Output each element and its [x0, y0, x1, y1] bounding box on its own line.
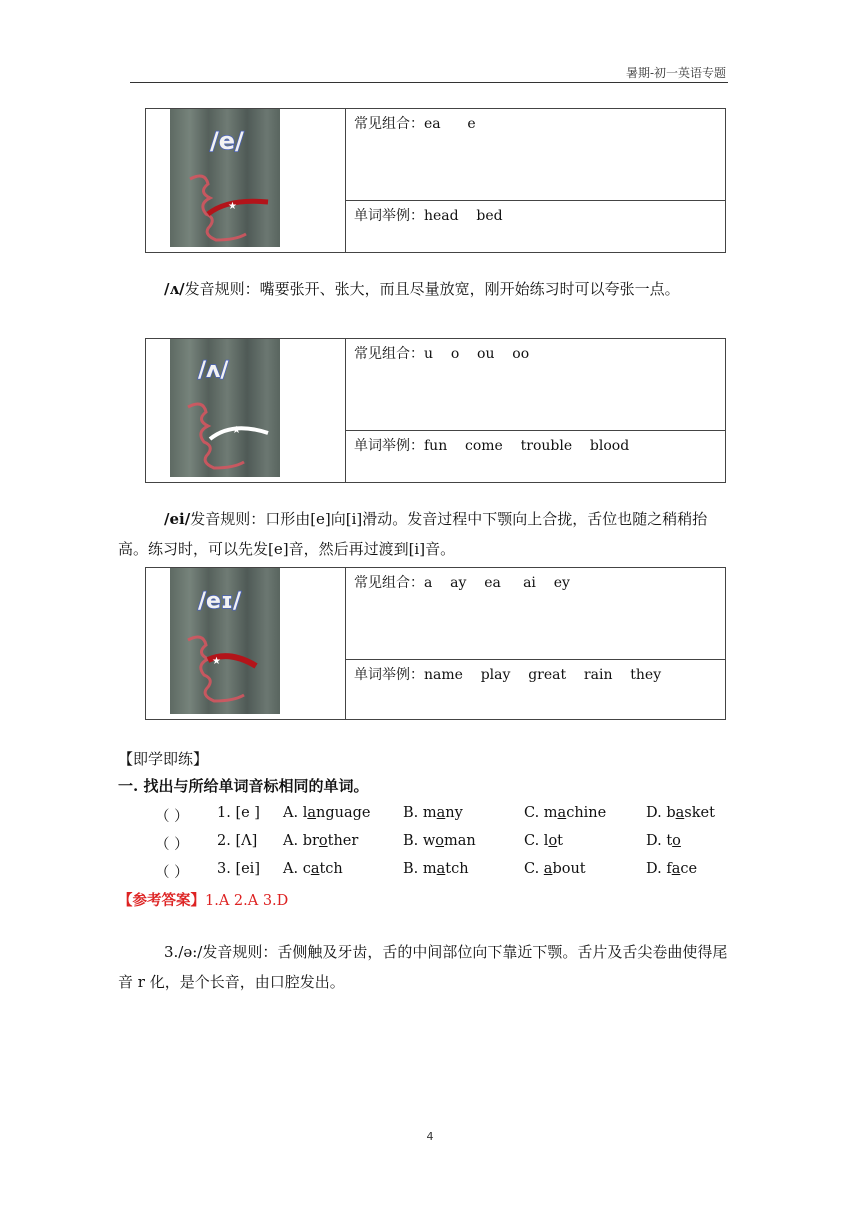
question-row	[155, 805, 735, 829]
combos-label: 常见组合：	[354, 116, 424, 132]
question-number: 3. [ei]	[217, 861, 260, 877]
svg-text:★: ★	[232, 425, 241, 436]
answer-blank: （ ）	[155, 809, 189, 825]
words-value: head bed	[424, 208, 503, 224]
rule-paragraph	[118, 274, 730, 304]
question-number: 2. [Λ]	[217, 833, 258, 849]
words-cell	[346, 431, 726, 483]
mouth-diagram-cell	[146, 109, 346, 253]
mouth-diagram-image	[170, 339, 280, 477]
words-label: 单词举例：	[354, 667, 424, 683]
rule-text: 发音规则：口形由[e]向[i]滑动。发音过程中下颚向上合拢，舌位也随之稍稍抬高。练习时，可以先发[e]音，然后再过渡到[i]音。	[118, 510, 708, 558]
words-label: 单词举例：	[354, 208, 424, 224]
question-row	[155, 861, 735, 885]
answer-text: 1.A 2.A 3.D	[205, 893, 289, 909]
combos-value: ea e	[424, 116, 476, 132]
option-a: A. brother	[283, 833, 359, 849]
option-a: A. catch	[283, 861, 343, 877]
option-d: D. basket	[646, 805, 715, 821]
option-a: A. language	[283, 805, 371, 821]
combos-value: u o ou oo	[424, 346, 530, 362]
rule-symbol: /ʌ/	[164, 280, 185, 298]
svg-text:★: ★	[212, 656, 221, 667]
rule-paragraph	[118, 504, 730, 564]
rule-text: 发音规则：舌侧触及牙齿，舌的中间部位向下靠近下颚。舌片及舌尖卷曲使得尾音 r 化，是个长音，由口腔发出。	[118, 943, 728, 991]
ipa-label: /e/	[210, 127, 244, 155]
option-b: B. match	[403, 861, 469, 877]
option-c: C. lot	[524, 833, 563, 849]
answer-blank: （ ）	[155, 837, 189, 853]
mouth-diagram-image	[170, 568, 280, 714]
svg-text:★: ★	[228, 201, 237, 212]
option-c: C. about	[524, 861, 586, 877]
mouth-diagram-cell	[146, 568, 346, 720]
option-b: B. woman	[403, 833, 476, 849]
option-c: C. machine	[524, 805, 607, 821]
rule-text: 发音规则：嘴要张开、张大，而且尽量放宽，刚开始练习时可以夸张一点。	[184, 280, 680, 298]
rule-symbol: /ei/	[164, 510, 191, 528]
words-value: name play great rain they	[424, 667, 662, 683]
header-title: 暑期-初一英语专题	[625, 66, 726, 80]
combos-cell	[346, 109, 726, 201]
ipa-label: /ʌ/	[198, 358, 229, 383]
words-cell	[346, 660, 726, 720]
combos-value: a ay ea ai ey	[424, 575, 570, 591]
mouth-diagram-cell	[146, 339, 346, 483]
option-b: B. many	[403, 805, 463, 821]
rule-symbol: 3./ə:/	[164, 943, 203, 961]
question-row	[155, 833, 735, 857]
answer-label: 【参考答案】	[118, 892, 205, 909]
question-number: 1. [e ]	[217, 805, 260, 821]
combos-cell	[346, 568, 726, 660]
phoneme-table-ei	[145, 567, 726, 720]
rule-paragraph	[118, 937, 730, 997]
page-header	[130, 62, 728, 83]
mouth-diagram-image	[170, 109, 280, 247]
option-d: D. to	[646, 833, 681, 849]
combos-label: 常见组合：	[354, 346, 424, 362]
practice-heading: 【即学即练】	[118, 750, 209, 768]
words-cell	[346, 201, 726, 253]
page-number: 4	[426, 1130, 434, 1143]
phoneme-table-v	[145, 338, 726, 483]
phoneme-table-e	[145, 108, 726, 253]
exercise-title: 一. 找出与所给单词音标相同的单词。	[118, 777, 369, 795]
words-value: fun come trouble blood	[424, 438, 630, 454]
option-d: D. face	[646, 861, 698, 877]
combos-cell	[346, 339, 726, 431]
combos-label: 常见组合：	[354, 575, 424, 591]
answer-blank: （ ）	[155, 865, 189, 881]
ipa-label: /eɪ/	[198, 589, 241, 614]
words-label: 单词举例：	[354, 438, 424, 454]
reference-answer	[118, 889, 288, 910]
